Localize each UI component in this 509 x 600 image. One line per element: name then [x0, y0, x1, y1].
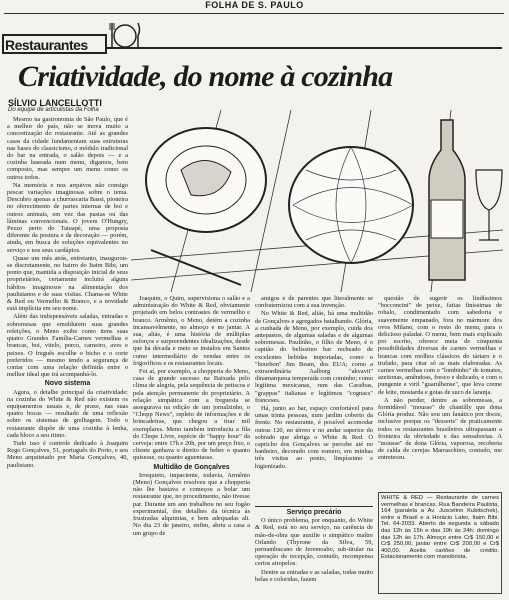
- paragraph: Na memória e nos arquivos não consigo pescar variações imaginosas sobre o tema. Descubro apenas a churrascaria Bassi, pioneira no oferecimento de partes internas de boi e outros animais, em vez das pastas ou das lâminas convencionais. O jovem O'Hungry, Pezzo perto do Tatuapé, uma proposta diferente da postura e da decoração — porém, ainda, em busca de soluções equivalentes no serviço e nos seus cardápios.: [7, 181, 128, 254]
- paragraph: Quase um mês atrás, entretanto, inaugurou-se discretamente, no bairro do Itaim Bibi, um ponto que, mantida a disposição inicial de seus proprietários, certamente incluirá alguns hábitos imaginosos na alimentação dos paulistanos e de suas visitas. Chama-se White & Red ou Vermelho & Branco, e a novidade está implícita em seu nome.: [7, 254, 128, 313]
- subheading: Novo sistema: [44, 380, 91, 388]
- paragraph: Dentre as entradas e as saladas, todas muito belas e coloridas, fazem: [255, 568, 373, 583]
- paragraph: Agora, o detalhe principal da criatividade: na cozinha do White & Red não existem os equipamentos usuais e, de praxe, nas suas quatro bocas — resultado de uma reflexão sobre os sistemas de grelhagem. Todo o restaurante dispõe de uma cozinha à lenha, cada bloco a seu ritmo.: [7, 388, 128, 439]
- paragraph: Irrequieto, impaciente, todavia, Armênio (Meno) Gonçalves resolveu que a chopperia não lhe bastava e começou a bolar um restaurante que, no procedimento, não tivesse par. Durante um ano trabalhou no seu fogão experimental, dos detalhes da técnica às frustradas alquimias, e bem adequadas ali. No dia 23 de janeiro, enfim, abriu a casa a um grupo de: [133, 471, 250, 537]
- article-author: SÍLVIO LANCELLOTTI: [8, 98, 102, 108]
- paragraph: Tudo isso é controle dedicado à Joaquim Rego Gonçalves, 51, português do Porto, e seu Meno arquitetado por Maria Gonçalves, 40, paulistano.: [7, 439, 128, 469]
- article-column-2: [133, 295, 250, 594]
- paragraph: Mesmo na gastronomia de São Paulo, que é a melhor do país, não se inova muito a concretização do restaurante. Até as grandes casas da cidade fundamentam suas estruturas nas bases do classicismo, o módulo tradicional do bar na entrada, o salão depois — e a cozinha baseada num menu, digamos, bem composto, mas sempre um menu como os outros todos.: [7, 116, 128, 181]
- paragraph: Foi aí, por exemplo, a chopperia do Meno, casa de grande sucesso na Baixada pelo clima de alegria, pela sequência de petiscos e pela atenção permanente do proprietário. A relação simpática com a freguesia se assegurava na edição de um jornalzinho, o "Chopp News", repleto de informações e de brincadeiras, que chegou a tirar mil exemplares. Meno também introduziu a fila do Chope Livre, espécie de "happy hour" da cerveja: entre 17h e 20h, por um preço fixo, o cliente ganhava o direito de beber o quanto quisesse, ou quanto aguentasse.: [133, 368, 250, 462]
- paragraph: O único problema, por enquanto, do White & Red, está no seu serviço, na carência de mão-de-obra que auxilie o simpático maître Orlando (Thyrone da Silva, 59, pernambucano de Jeremoabo, sub-titular na operação de recepção, contudo, recompensa certos atropelos.: [255, 517, 373, 568]
- newspaper-header: FOLHA DE S. PAULO: [205, 0, 304, 10]
- author-note: Do equipe de articulistas da Folha: [8, 107, 99, 113]
- restaurant-info-box: WHITE & RED — Restaurante de carnes vermelhas e brancas. Rua Bandeira Paulista, 164 (paralela a Av. Juscelino Kubitschek), entre a Brasil e a Horácio Lafer, Itaim Bibi. Tel. 64-2033. Aberto de segunda a sábado das 12h às 15h e das 19h às 24h; domingo das 12h às 17h. Almoço entre Cr$ 150,00 e Cr$ 250,00, jantar entre Cr$ 200,00 e Cr$ 400,00. Aceita cartões de crédito. Estacionamento com manobrista.: [378, 492, 502, 594]
- fork-knife-icon: [108, 20, 142, 50]
- paragraph: Há, junto ao bar, espaço confortável para umas trinta pessoas, num jardim coberto da frente. No restaurante, é possível acomodar outras 120, no térreo e no andar superior do sobrado que abriga o White & Red. O capricho dos Gonçalves se percebe até no banheiro, decorado com esmero, em minhas três visitas ao ponto, limpíssimo e higienizado.: [255, 405, 373, 470]
- subheading: Multidão de Gonçalves: [153, 463, 230, 471]
- paragraph: No White & Red, aliás, há uma multidão de Gonçalves e agregados batalhando. Glória, a cunhada de Meno, por exemplo, cuida dos antepastos, de algumas saladas e de algumas sobremesas. Paulinho, o filho de Meno, é o capitão do belíssimo bar recheado de excelentes bebidas importadas, como o "bourbon" Jim Beam, dos EUA; como a extraordinária Aalborg "akvavit" dinamarquesa temperada com cominho; como legítima mexicanas, rum das Caraíbas, "grappas" italianas e legítimos "cognacs" franceses.: [255, 310, 373, 404]
- article-column-4: [378, 295, 502, 490]
- article-column-3: [255, 295, 373, 503]
- article-column-1: [7, 116, 128, 594]
- article-headline: Criatividade, do nome à cozinha: [18, 60, 393, 93]
- paragraph: amigos e de parentes que literalmente se confraternizou com a sua invenção.: [255, 295, 373, 310]
- section-label: Restaurantes: [5, 37, 88, 53]
- article-illustration: [131, 110, 503, 292]
- service-section: [255, 506, 373, 594]
- header-rule: [4, 13, 504, 14]
- paragraph: A não perder, dentre as sobremesas, a formidável "mousse" de chantilly que dona Glória produz. Não sou um fanático por doces, inclusive porque os "desserts" de praticamente todos os restaurantes brasileiros ultrapassam a fronteira da obviedade e das sensaborias. A "mousse" de dona Glória, vaporosa, recoberta de calda de cerejas Marraschino, contudo, me entreteceu.: [378, 396, 502, 462]
- paragraph: Além das indispensáveis saladas, entradas e sobremesas que emoldurem suas grandes refeições, o Meno exibe como itens suas quatro Grandes Família-Carnes vermelhas e brancas, boi, vitelo, porco, carneiro, aves e peixes. O freguês escolhe o bicho e o corte preferidos — mesmo tendo a segurança de contar com uma relação definida entre o melhor ideal que irá acompanhá-lo.: [7, 313, 128, 379]
- subheading: Serviço precário: [286, 509, 342, 516]
- paragraph: Joaquim, o Quim, supervisiona o salão e a administração do White & Red, obviamente projetado em belos contrastes de vermelho e branco. Armênio, o Meno, detém a cozinha incansavelmente, no almoço e no jantar. A sua, aliás, é uma história de múltiplas esforços e surpreendentes idealizações, desde que há década e meio se instalou em Santos como intermediário de vendas entre os frigoríficos e os restaurantes locais.: [133, 295, 250, 367]
- section-rule: [107, 47, 502, 49]
- paragraph: questão de sugerir os lindíssimos "bocconcini" de peixe, fatias finíssimas de robalo, condimentado com sabedoria e suavemente empanado, fora no mármore dos ovos Milano, com o resto do menu, para o delicioso paladar. O menu, bem mais explicado por escrito, oferece meia de cinquenta possibilidades diversas de carnes vermelhas e brancas com molhos clássicos do tártaro e o trufado, para citar só as mais elaboradas. As carnes vermelhas com o "lombinho" de tomates, azeitonas, amêndoas, fresco e delicado, e com o pungente e viril "guarulhense", que leva creme de leite, mostarda e gotas de suco de laranja.: [378, 295, 502, 396]
